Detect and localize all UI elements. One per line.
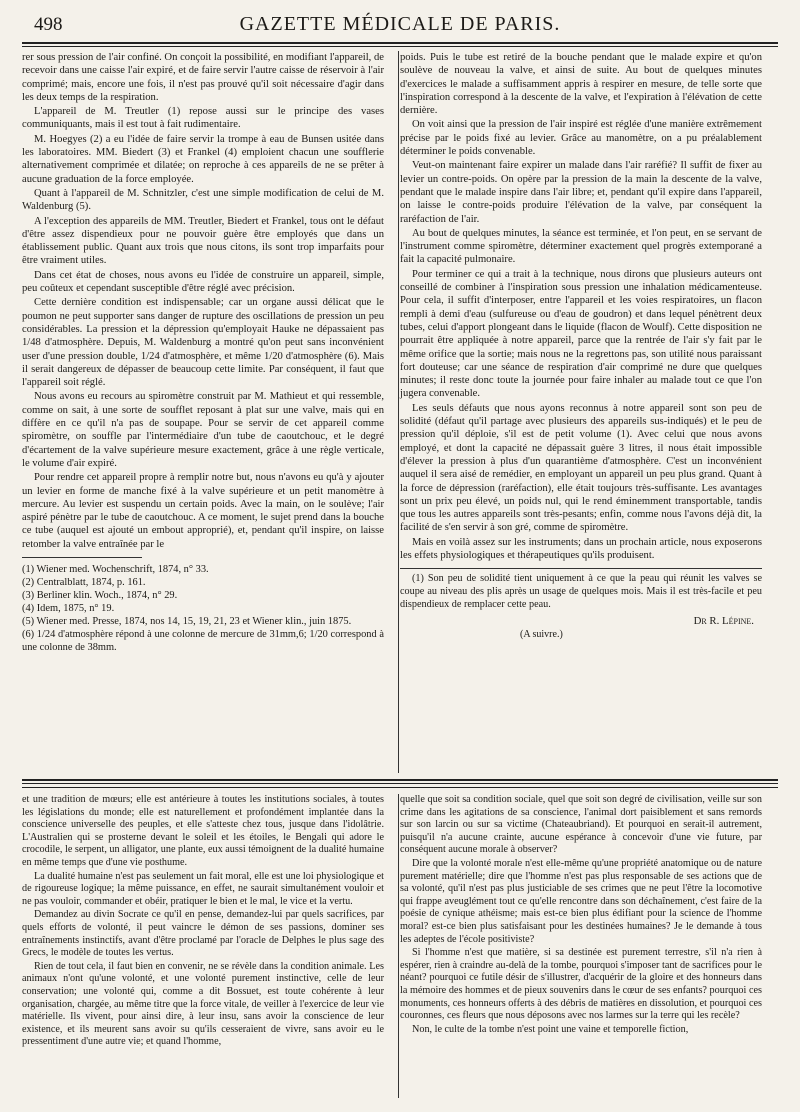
column-separator [398, 794, 399, 1098]
paragraph: Si l'homme n'est que matière, si sa destinée est purement terrestre, s'il n'a rien à espérer, rien à craindre au-delà de la tombe, pourquoi s'imposer tant de sacrifices pour le néant? pourquoi ce futile désir de s'illustrer, d'acquérir de la gloire et des honneurs dans la mémoire des hommes et de pieux souvenirs dans le cœur de ses enfants? pourquoi ces monuments, ces honneurs offerts à des débris de matières en dissolution, et pourquoi ces couronnes, ces fleurs que nous déposons avec nos larmes sur la terre qui les recèle? [400, 947, 762, 1022]
paragraph: Quant à l'appareil de M. Schnitzler, c'est une simple modification de celui de M. Waldenburg (5). [22, 187, 384, 213]
paragraph: et une tradition de mœurs; elle est antérieure à toutes les institutions sociales, à toutes les législations du monde; elle est naturellement et profondément implantée dans la conscience universelle des peuples, et elle s'atteste chez tous, jusque dans l'idolâtrie. L'Australien qui se prosterne devant le soleil et les étoiles, le Bengali qui adore le crocodile, le serpent, un alligator, une plante, eux aussi témoignent de la dualité humaine en même temps que d'une vie posthume. [22, 794, 384, 868]
upper-right-column [392, 51, 762, 773]
paragraph: Dire que la volonté morale n'est elle-même qu'une propriété anatomique ou de nature purement matérielle; dire que l'homme n'est pas plus responsable de ses actions que de sa volonté, qu'il n'est pas plus justiciable de ses crimes que ne peut l'être la locomotive qui frappe aveuglément tout ce qu'elle rencontre dans son déchaînement, c'est faire de la poésie de cynique athéisme; mais est-ce bien plus édifiant pour la science de l'homme moral? est-ce bien plus satisfaisant pour les destinées humaines? Je le demande à tous les adeptes de l'école positiviste? [400, 857, 762, 945]
paragraph: Non, le culte de la tombe n'est point une vaine et temporelle fiction, [412, 1023, 689, 1035]
footnote [400, 568, 762, 611]
paragraph: La dualité humaine n'est pas seulement un fait moral, elle est une loi physiologique et de rigoureuse logique; la même puissance, en effet, ne saurait simultanément vouloir et ne pas vouloir, commander et obéir, pratiquer le bien et le mal, le vice et la vertu. [22, 870, 384, 907]
reference-notes [22, 563, 384, 654]
journal-title: GAZETTE MÉDICALE DE PARIS. [239, 13, 561, 35]
paragraph: Mais en voilà assez sur les instruments; dans un prochain article, nous exposerons les effets physiologiques et thérapeutiques qu'ils produisent. [400, 536, 762, 561]
paragraph: On voit ainsi que la pression de l'air inspiré est réglée d'une manière extrêmement précise par le poids fixé au levier. Grâce au manomètre, on a pu préalablement déterminer le poids convenable. [400, 119, 762, 158]
paragraph: Cette dernière condition est indispensable; car un organe aussi délicat que le poumon ne peut supporter sans danger de rupture des oscillations de pression un peu considérables. La pression et la dépression qu'employait Hauke ne dépassaient pas 1/48 d'atmosphère. Depuis, M. Waldenburg a montré qu'on peut sans inconvénient user d'une pression double, 1/24 d'atmosphère, et même 1/20 d'atmosphère (6). Mais il serait dangereux de dépasser de beaucoup cette limite. Par conséquent, il faut que l'appareil soit réglé. [22, 297, 384, 389]
paragraph: Veut-on maintenant faire expirer un malade dans l'air raréfié? Il suffit de fixer au levier un contre-poids. On opère par la pression de la main la descente de la valve, pendant que le malade inspire dans l'air libre; et, pendant qu'il expire dans l'appareil, on laisse le contre-poids produire l'élévation de la valve, par conséquent la raréfaction de l'air. [400, 160, 762, 225]
feuilleton-divider-thin [22, 787, 778, 788]
paragraph: quelle que soit sa condition sociale, quel que soit son degré de civilisation, veille sur son crime dans les agitations de sa conscience, l'animal dort paisiblement et sans remords sur son larcin ou sur sa victime (Chateaubriand). Et pourquoi en serait-il autrement, puisqu'il n'a aucune crainte, aucune espérance à concevoir d'une vie future, par conséquent aucune morale à observer? [400, 794, 762, 856]
paragraph: Les seuls défauts que nous ayons reconnus à notre appareil sont son peu de solidité (défaut qu'il partage avec plusieurs des appareils sus-indiqués) et le peu de pression qu'il déploie, s'il est de petit volume (1). Avec celui que nous avons employé, et dont la capacité ne dépassait guère 3 litres, il nous était impossible d'élever la pression à plus d'un quarantième d'atmosphère. C'est un inconvénient auquel il sera aisé de remédier, en employant un appareil un peu plus grand. Quant à la force de dépression (raréfaction), elle était toujours très-suffisante. Les avantages sont un prix peu élevé, un poids nul, qui le rend éminemment transportable, tandis que tous les autres appareils sont très-pesants; enfin, comme nous l'avons déjà dit, la facilité de s'en servir à son gré, comme de spiromètre. [400, 402, 762, 534]
lower-left-column [22, 794, 392, 1098]
paragraph: poids. Puis le tube est retiré de la bouche pendant que le malade expire et qu'on soulève de nouveau la valve, et ainsi de suite. Au bout de quelques minutes d'exercices le malade a suffisamment appris à respirer en mesure, de telle sorte que l'inspiration correspond à la descente de la valve, et l'expiration à l'élévation de cette dernière. [400, 52, 762, 117]
signature-row [400, 613, 762, 643]
paragraph: Nous avons eu recours au spiromètre construit par M. Mathieut et qui ressemble, comme on sait, à une sorte de soufflet reposant à plat sur une valve, mais qui en diffère en ce qu'il n'a pas de soupape. Pour se servir de cet appareil comme spiromètre, on souffle par l'intermédiaire d'un tube de caoutchouc, et le degré d'écartement de la valve supérieure mesure exactement, grâce à une règle verticale, le volume d'air expiré. [22, 391, 384, 469]
continued-notice: (A suivre.) [520, 628, 563, 640]
feuilleton [22, 794, 778, 1098]
feuilleton-divider [22, 779, 778, 784]
page-number: 498 [34, 14, 63, 35]
paragraph: Rien de tout cela, il faut bien en convenir, ne se révèle dans la condition animale. Les animaux n'ont qu'une volonté, et une volonté purement instinctive, celle de leur conservation; une volonté qui, comme a dit Bossuet, est toute cohérente à leur organisation, chargée, au même titre que la force vitale, de veiller à l'exercice de leur vie matérielle. Ils vivent, pour ainsi dire, à leur insu, sans avoir la conscience de leur existence, et ils meurent sans avoir su qu'ils cesseraient de vivre, sans avoir eu le pressentiment d'une autre vie; et quand l'homme, [22, 960, 384, 1048]
reference-note: (1) Wiener med. Wochenschrift, 1874, n° 33. [22, 563, 209, 575]
paragraph: Dans cet état de choses, nous avons eu l'idée de construire un appareil, simple, peu coûteux et cependant susceptible d'être réglé avec précision. [22, 269, 384, 295]
paragraph: Pour terminer ce qui a trait à la technique, nous dirons que plusieurs auteurs ont conseillé de combiner à l'inspiration sous pression une inhalation médicamenteuse. Pour cela, il suffit d'interposer, entre l'appareil et les voies respiratoires, un flacon rempli à demi d'eau (sulfureuse ou d'eau de goudron) et dans lequel pénètrent deux tubes, celui d'apport plongeant dans le liquide (flacon de Woulf). Cette disposition ne pourrait être appliquée à notre appareil, parce que la rentrée de l'air s'y fait par le même orifice que la sortie; mais nous ne la regrettons pas, son utilité nous paraissant fort douteuse; car une séance de respiration d'air comprimé ne dure que quelques minutes; il reste donc toute la journée pour faire inhaler au malade tout ce que l'on jugera convenable. [400, 268, 762, 400]
upper-left-column [22, 51, 392, 773]
paragraph: M. Hoegyes (2) a eu l'idée de faire servir la trompe à eau de Bunsen usitée dans les laboratoires. MM. Biedert (3) et Frankel (4) emploient chacun une soufflerie alternativement comprimée et dilatée; on reproche à ces appareils de ne se prêter à aucune graduation de la force employée. [22, 133, 384, 185]
header-rule [22, 46, 778, 47]
reference-note: (2) Centralblatt, 1874, p. 161. [22, 576, 146, 588]
paragraph: rer sous pression de l'air confiné. On conçoit la possibilité, en modifiant l'appareil, de recevoir dans une caisse l'air expiré, et de faire servir l'autre caisse de réservoir à l'air comprimé; mais, encore une fois, il n'est pas prouvé qu'il soit nécessaire d'agir dans les deux temps de la respiration. [22, 52, 384, 103]
page-header [22, 0, 778, 44]
paragraph: A l'exception des appareils de MM. Treutler, Biedert et Frankel, tous ont le défaut d'être assez dispendieux pour ne pouvoir guère être employés que dans un établissement public. Quant aux trois que nous citons, ils sont trop imparfaits pour être vraiment utiles. [22, 215, 384, 267]
reference-note: (6) 1/24 d'atmosphère répond à une colonne de mercure de 31mm,6; 1/20 correspond à une colonne de 38mm. [22, 628, 384, 653]
notes-rule [22, 557, 142, 558]
reference-note: (3) Berliner klin. Woch., 1874, n° 29. [22, 589, 178, 601]
paragraph: Pour rendre cet appareil propre à remplir notre but, nous n'avons eu qu'à y ajouter un levier en forme de manche fixé à la valve supérieure et un petit manomètre à mercure. Au levier est suspendu un certain poids. Avec la main, on le soulève; l'air aspiré pénètre par le tube de caoutchouc. A ce moment, le sujet prend dans la bouche ce tube (auquel est ajouté un embout approprié), et, pendant qu'il inspire, on laisse retomber la valve entraînée par le [22, 472, 384, 550]
paragraph: Demandez au divin Socrate ce qu'il en pense, demandez-lui par quels sacrifices, par quels efforts de volonté, il peut vaincre le démon de ses passions, dominer ses entraînements instinctifs, avant d'être proclamé par l'oracle de Delphes le plus sage des Grecs, le modèle de toutes les vertus. [22, 909, 384, 959]
paragraph: L'appareil de M. Treutler (1) repose aussi sur le principe des vases communiquants, mais il est tout à fait rudimentaire. [22, 106, 384, 131]
paragraph: Au bout de quelques minutes, la séance est terminée, et l'on peut, en se servant de l'instrument comme spiromètre, déterminer exactement quel progrès extemporané a fait la capacité pulmonaire. [400, 227, 762, 266]
lower-right-column [392, 794, 762, 1098]
column-separator [398, 51, 399, 773]
author-signature: Dr R. Lépine. [693, 614, 754, 627]
reference-note: (4) Idem, 1875, n° 19. [22, 602, 115, 614]
reference-note: (5) Wiener med. Presse, 1874, nos 14, 15, 19, 21, 23 et Wiener klin., juin 1875. [22, 615, 352, 627]
footnote-text: (1) Son peu de solidité tient uniquement à ce que la peau qui réunit les valves se coupe au niveau des plis après un usage de quelques mois. Mais il est très-facile et peu dispendieux de remplacer cette peau. [400, 573, 762, 610]
article-upper [22, 51, 778, 773]
